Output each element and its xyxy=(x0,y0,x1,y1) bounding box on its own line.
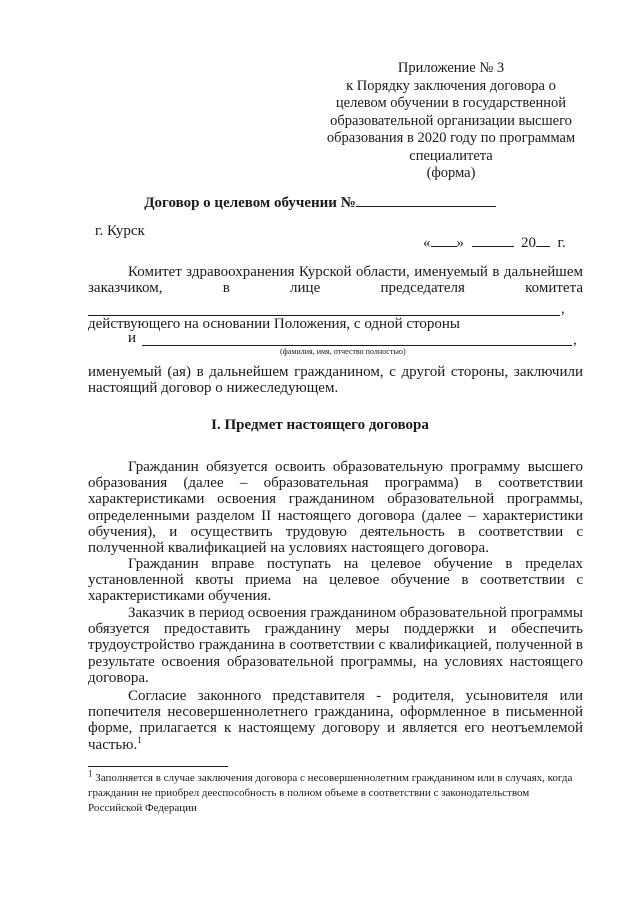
appendix-line: Приложение № 3 xyxy=(397,60,505,76)
section-1-paragraph-1: Гражданин обязуется освоить образовательную программу высшего образования (далее – образовательная программа) в соответствии характеристиками освоения гражданином образовательной программы, определенными разделом II настоящего договора (далее – характеристики обучения), и осуществить трудовую деятельность в соответствии с полученной квалификацией на условиях настоящего договора. xyxy=(88,459,583,557)
contract-number-blank xyxy=(356,194,496,207)
appendix-line: образовательной организации высшего xyxy=(330,112,572,129)
date-close-quote: » xyxy=(456,235,464,251)
day-blank xyxy=(431,234,457,247)
appendix-line: специалитета xyxy=(409,147,493,164)
footnote-mark: 1 xyxy=(88,768,93,779)
footnote xyxy=(88,768,583,816)
footnote-reference: 1 xyxy=(137,734,142,745)
comma: , xyxy=(573,332,577,348)
footnote-text: Заполняется в случае заключения договора с несовершеннолетним гражданином или в случаях, когда гражданин не приобрел дееспособность в полном объеме в соответствии с законодательством Российской Федерации xyxy=(88,772,573,814)
document-title xyxy=(0,194,640,212)
appendix-line: образования в 2020 году по программам xyxy=(326,130,576,146)
appendix-line: (форма) xyxy=(426,165,476,181)
section-1-paragraph-4 xyxy=(88,688,583,753)
year-prefix: 20 xyxy=(521,235,536,251)
paragraph-4-text: Согласие законного представителя - родителя, усыновителя или попечителя несовершеннолетнего гражданина, оформленное в письменной форме, прилагается к настоящему договору и является его неотъемлемой частью. xyxy=(88,688,583,753)
comma: , xyxy=(561,301,565,317)
appendix-header xyxy=(316,60,586,183)
year-suffix: г. xyxy=(557,235,566,251)
month-blank xyxy=(472,234,514,247)
document-title-text: Договор о целевом обучении № xyxy=(144,195,356,211)
basis-text: действующего на основании Положения, с одной стороны xyxy=(88,316,460,332)
appendix-line: к Порядку заключения договора о xyxy=(346,77,556,94)
section-1-paragraph-3: Заказчик в период освоения гражданином образовательной программы обязуется предоставить гражданину меры поддержки и обеспечить трудоустройство гражданина в соответствии с квалификацией, полученной в результате освоения образовательной программы, на условиях настоящего договора. xyxy=(88,605,583,686)
citizen-name-blank xyxy=(142,345,572,346)
section-1-title: I. Предмет настоящего договора xyxy=(211,417,429,433)
year-blank xyxy=(536,234,550,247)
footnote-divider xyxy=(88,766,228,767)
section-1-paragraph-2: Гражданин вправе поступать на целевое обучение в пределах установленной квоты приема на целевое обучение в соответствии с характеристиками обучения. xyxy=(88,556,583,605)
and-text: и xyxy=(128,330,137,346)
customer-paragraph: Комитет здравоохранения Курской области, именуемый в дальнейшем заказчиком, в лице председателя комитета xyxy=(88,264,583,297)
citizen-paragraph: именуемый (ая) в дальнейшем гражданином, с другой стороны, заключили настоящий договор о нижеследующем. xyxy=(88,364,583,397)
citizen-name-caption: (фамилия, имя, отчество полностью) xyxy=(280,347,406,356)
place: г. Курск xyxy=(95,223,145,239)
date-field xyxy=(423,234,566,252)
appendix-line: целевом обучении в государственной xyxy=(335,95,567,111)
date-open-quote: « xyxy=(423,235,431,251)
